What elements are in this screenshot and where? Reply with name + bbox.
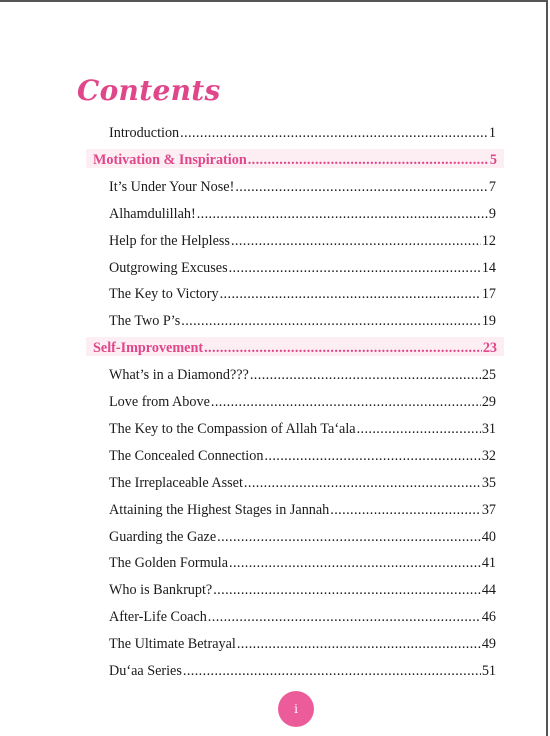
toc-entry-row[interactable] <box>109 118 496 142</box>
toc-entry-row[interactable] <box>109 629 496 653</box>
toc-entry-row[interactable] <box>109 387 496 411</box>
toc-section-row[interactable] <box>93 333 497 357</box>
toc-page-number: 1 <box>488 125 496 141</box>
toc-entry-title: Outgrowing Excuses <box>109 259 228 276</box>
toc-page-number: 31 <box>481 420 496 437</box>
toc-entry-title: The Golden Formula <box>109 555 228 572</box>
dot-leader <box>229 259 481 277</box>
toc-page-number: 29 <box>481 394 496 410</box>
page-number-label: i <box>294 702 298 716</box>
toc-section-title: Self-Improvement <box>93 340 204 357</box>
dot-leader <box>229 554 481 572</box>
toc-entry-row[interactable] <box>109 414 496 438</box>
dot-leader <box>220 285 481 303</box>
toc-entry-title: Help for the Helpless <box>109 232 230 249</box>
toc-entry-title: The Key to Victory <box>109 286 219 303</box>
toc-page-number: 40 <box>481 528 496 545</box>
toc-entry-row[interactable] <box>109 226 496 250</box>
toc-entry-title: Du‘aa Series <box>109 663 182 679</box>
dot-leader <box>250 366 481 384</box>
toc-entry-row[interactable] <box>109 441 496 465</box>
dot-leader <box>213 581 481 599</box>
toc-page-number: 25 <box>481 367 496 384</box>
toc-entry-row[interactable] <box>109 575 496 599</box>
toc-entry-row[interactable] <box>109 522 496 546</box>
dot-leader <box>231 232 481 250</box>
toc-entry-title: The Ultimate Betrayal <box>109 636 236 653</box>
toc-entry-title: The Key to the Compassion of Allah Ta‘ala <box>109 420 356 437</box>
toc-page-number: 37 <box>481 501 496 518</box>
toc-entry-title: Alhamdulillah! <box>109 205 196 222</box>
toc-page-number: 32 <box>481 447 496 464</box>
toc-entry-title: Who is Bankrupt? <box>109 582 213 599</box>
dot-leader <box>197 205 488 223</box>
toc-page-number: 23 <box>482 340 497 357</box>
toc-entry-row[interactable] <box>109 199 496 223</box>
toc-page-number: 44 <box>481 582 496 599</box>
dot-leader <box>264 447 480 465</box>
toc-entry-title: What’s in a Diamond??? <box>109 367 249 384</box>
toc-page-number: 12 <box>481 232 496 249</box>
toc-entry-row[interactable] <box>109 656 496 680</box>
toc-entry-title: Introduction <box>109 125 180 141</box>
toc-entry-row[interactable] <box>109 360 496 384</box>
dot-leader <box>204 339 482 357</box>
toc-entry-title: Love from Above <box>109 394 210 410</box>
toc-entry-row[interactable] <box>109 279 496 303</box>
toc-entry-title: It’s Under Your Nose! <box>109 178 235 195</box>
toc-page-number: 51 <box>481 663 496 679</box>
toc-entry-row[interactable] <box>109 602 496 626</box>
dot-leader <box>181 312 481 330</box>
toc-entry-row[interactable] <box>109 495 496 519</box>
toc-section-title: Motivation & Inspiration <box>93 151 247 168</box>
toc-page-number: 35 <box>481 474 496 491</box>
toc-entry-title: Attaining the Highest Stages in Jannah <box>109 501 330 518</box>
toc-entry-title: The Irreplaceable Asset <box>109 474 243 491</box>
dot-leader <box>244 474 481 492</box>
dot-leader <box>183 662 481 680</box>
toc-page-number: 46 <box>481 609 496 626</box>
toc-page-number: 49 <box>481 636 496 653</box>
dot-leader <box>330 501 481 519</box>
dot-leader <box>357 420 481 438</box>
toc-page-number: 19 <box>481 313 496 330</box>
dot-leader <box>211 393 481 411</box>
toc-section-row[interactable] <box>93 145 497 169</box>
toc-page-number: 17 <box>481 286 496 303</box>
toc-page-number: 7 <box>488 178 496 195</box>
dot-leader <box>217 528 481 546</box>
dot-leader <box>180 124 488 142</box>
page-number-badge <box>278 691 314 727</box>
page-title: Contents <box>77 74 221 107</box>
dot-leader <box>237 635 481 653</box>
toc-entry-title: Guarding the Gaze <box>109 528 217 545</box>
dot-leader <box>248 151 489 169</box>
toc-page-number: 41 <box>481 555 496 572</box>
dot-leader <box>208 608 481 626</box>
toc-entry-title: The Concealed Connection <box>109 447 264 464</box>
toc-page-number: 5 <box>489 151 497 168</box>
dot-leader <box>235 178 488 196</box>
toc-entry-title: The Two P’s <box>109 313 181 330</box>
toc-entry-row[interactable] <box>109 253 496 277</box>
toc-page-number: 9 <box>488 205 496 222</box>
toc-entry-title: After-Life Coach <box>109 609 207 626</box>
toc-entry-row[interactable] <box>109 548 496 572</box>
toc-entry-row[interactable] <box>109 468 496 492</box>
toc-page-number: 14 <box>481 259 496 276</box>
toc-entry-row[interactable] <box>109 306 496 330</box>
toc-entry-row[interactable] <box>109 172 496 196</box>
